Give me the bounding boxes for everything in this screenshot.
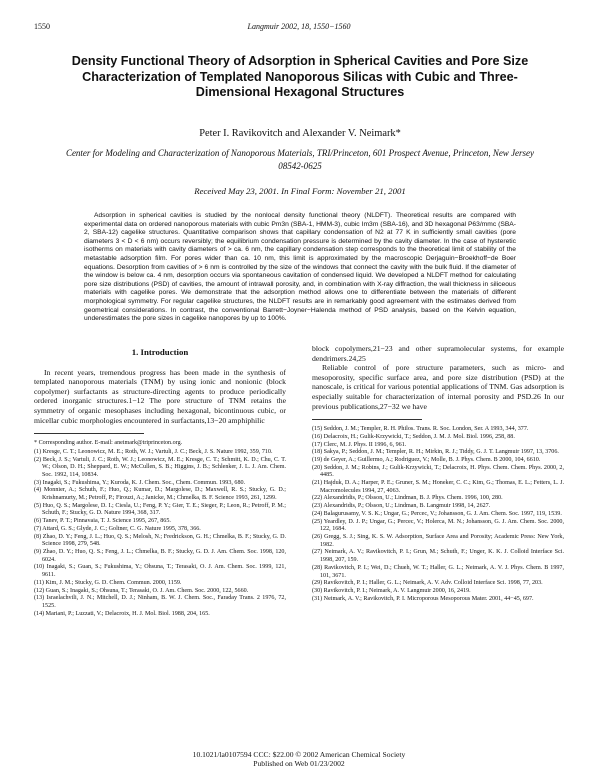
reference-item: (12) Guan, S.; Inagaki, S.; Ohsuna, T.; Terasaki, O. J. Am. Chem. Soc. 2000, 122, 5660. xyxy=(34,587,249,594)
reference-item: (22) Alexandridis, P.; Olsson, U.; Lindman, B. J. Phys. Chem. 1996, 100, 280. xyxy=(312,495,503,502)
reference-item: (21) Hajduk, D. A.; Harper, P. E.; Gruner, S. M.; Honeker, C. C.; Kim, G.; Thomas, E. L.; Fetters, L. J. Macromolecules 1994, 27, 4063. xyxy=(312,480,564,494)
reference-item: (20) Seddon, J. M.; Robins, J.; Gulik-Krzywicki, T.; Delacroix, H. Phys. Chem. Chem. Phys. 2000, 2, 4485. xyxy=(312,464,564,479)
section-heading: 1. Introduction xyxy=(131,347,189,357)
reference-item: (28) Ravikovitch, P. I.; Wei, D.; Chueh, W. T.; Haller, G. L.; Neimark, A. V. J. Phys. Chem. B 1997, 101, 3671. xyxy=(312,564,564,579)
reference-item: (27) Neimark, A. V.; Ravikovitch, P. I.; Grun, M.; Schuth, F.; Unger, K. K. J. Colloid Interface Sci. 1998, 207, 159. xyxy=(312,549,564,564)
reference-item: (16) Delacroix, H.; Gulik-Krzywicki, T.; Seddon, J. M. J. Mol. Biol. 1996, 258, 88. xyxy=(312,433,515,440)
reference-item: (3) Inagaki, S.; Fukushima, Y.; Kuroda, K. J. Chem. Soc., Chem. Commun. 1993, 680. xyxy=(34,479,246,486)
reference-item: (2) Beck, J. S.; Vartuli, J. C.; Roth, W. J.; Leonowicz, M. E.; Kresge, C. T.; Schmitt, K. D.; Chu, C. T. W.; Olson, D. H.; Sheppard, E. W.; McCullen, S. B.; Higgins, J. B.; Schlenker, J. L. J. Am. Chem. Soc. 1992, 114, 10834. xyxy=(34,456,286,478)
left-column xyxy=(34,344,286,618)
right-column xyxy=(312,344,564,603)
intro-paragraph-2: Reliable control of pore structure parameters, such as micro- and mesoporosity, specific surface area, and pore size distribution (PSD) at the nanoscale, is critical for various potential applications of TNM. Gas adsorption is especially suitable for characterization of internal porosity and PSD.26 In our previous publications,27−32 we have xyxy=(312,363,564,411)
reference-item: (26) Gregg, S. J.; Sing, K. S. W. Adsorption, Surface Area and Porosity; Academic Press: New York, 1982. xyxy=(312,534,564,548)
reference-item: (14) Mariani, P.; Luzzati, V.; Delacroix, H. J. Mol. Biol. 1988, 204, 165. xyxy=(34,610,210,617)
article-title: Density Functional Theory of Adsorption in Spherical Cavities and Pore Size Characterization of Templated Nanoporous Silicas with Cubic and Three-Dimensional Hexagonal Structures xyxy=(71,54,529,99)
reference-item: (25) Yeardley, D. J. P.; Ungar, G.; Percec, V.; Holerca, M. N.; Johansson, G. J. Am. Chem. Soc. 2000, 122, 1684. xyxy=(312,518,564,533)
affiliation: Center for Modeling and Characterization of Nanoporous Materials, TRI/Princeton, 601 Prospect Avenue, Princeton, New Jersey 08542-0625 xyxy=(65,148,535,171)
reference-item: (19) de Geyer, A.; Guillermo, A.; Rodriguez, V.; Molle, B. J. Phys. Chem. B 2000, 104, 6610. xyxy=(312,456,541,463)
received-dates: Received May 23, 2001. In Final Form: November 21, 2001 xyxy=(194,186,406,196)
reference-item: (5) Huo, Q. S.; Margolese, D. I.; Ciesla, U.; Feng, P. Y.; Gier, T. E.; Sieger, P.; Leon, R.; Petroff, P. M.; Schuth, F.; Stucky, G. D. Nature 1994, 368, 317. xyxy=(34,502,286,517)
intro-paragraph-1: In recent years, tremendous progress has been made in the synthesis of templated nanoporous materials (TNM) by using ionic and nonionic (block copolymer) surfactants as structure-directing agents to produce periodically ordered inorganic structures.1−12 The pore structure of TNM retains the symmetry of organic mesophases including hexagonal, bicontinuous cubic, or micellar cubic morphologies encountered in surfactants,13−20 amphiphilic xyxy=(34,367,286,425)
reference-item: (11) Kim, J. M.; Stucky, G. D. Chem. Commun. 2000, 1159. xyxy=(34,579,182,586)
journal-citation: Langmuir 2002, 18, 1550−1560 xyxy=(247,22,351,31)
references-rule xyxy=(312,419,422,420)
reference-item: (10) Inagaki, S.; Guan, S.; Fukushima, Y.; Ohsuna, T.; Terasaki, O. J. Am. Chem. Soc. 1999, 121, 9611. xyxy=(34,564,286,579)
reference-item: (17) Clerc, M. J. Phys. II 1996, 6, 961. xyxy=(312,441,407,448)
intro-paragraph-1-continued: block copolymers,21−23 and other supramolecular systems, for example dendrimers.24,25 xyxy=(312,344,564,363)
reference-item: (1) Kresge, C. T.; Leonowicz, M. E.; Roth, W. J.; Vartuli, J. C.; Beck, J. S. Nature 1992, 359, 710. xyxy=(34,448,273,455)
published-line: Published on Web 01/23/2002 xyxy=(253,759,345,769)
reference-item: (13) Israelachvili, J. N.; Mitchell, D. J.; Ninham, B. W. J. Chem. Soc., Faraday Trans. 2 1976, 72, 1525. xyxy=(34,595,286,609)
reference-item: (7) Attard, G. S.; Glyde, J. C.; Goltner, C. G. Nature 1995, 378, 366. xyxy=(34,525,201,532)
doi-line: 10.1021/la0107594 CCC: $22.00 © 2002 American Chemical Society xyxy=(192,750,406,759)
corresponding-author-footnote: * Corresponding author. E-mail: aneimark@triprinceton.org. xyxy=(34,440,183,447)
reference-item: (4) Monnier, A.; Schuth, F.; Huo, Q.; Kumar, D.; Margolese, D.; Maxwell, R. S.; Stucky, G. D.; Krishnamurty, M.; Petroff, P.; Firouzi, A.; Janicke, M.; Chmelka, B. F. Science 1993, 261, 1299. xyxy=(34,487,286,502)
references-left xyxy=(34,449,286,618)
page-header xyxy=(34,22,564,34)
reference-item: (31) Neimark, A. V.; Ravikovitch, P. I. Microporous Mesoporous Mater. 2001, 44−45, 697. xyxy=(312,595,534,602)
author-list: Peter I. Ravikovitch and Alexander V. Neimark* xyxy=(199,128,401,139)
reference-item: (18) Sakya, P.; Seddon, J. M.; Templer, R. H.; Mirkin, R. J.; Tiddy, G. J. T. Langmuir 1997, 13, 3706. xyxy=(312,449,559,456)
page-number: 1550 xyxy=(34,22,50,31)
page-footer xyxy=(34,750,564,769)
reference-item: (29) Ravikovitch, P. I.; Haller, G. L.; Neimark, A. V. Adv. Colloid Interface Sci. 1998, 77, 203. xyxy=(312,580,543,587)
reference-item: (23) Alexandridis, P.; Olsson, U.; Lindman, B. Langmuir 1998, 14, 2627. xyxy=(312,503,491,510)
abstract: Adsorption in spherical cavities is studied by the nonlocal density functional theory (NLDFT). Theoretical results are compared with experimental data on ordered nanoporous materials with cubic Pm3n (SBA-1, HMM-3), cubic Im3m (SBA-16), and 3D hexagonal P63/mmc (SBA-2, SBA-12) cagelike structures. Quantitative comparison shows that capillary condensation of N2 at 77 K in sufficiently small cavities (pore diameters 3 < D < 6 nm) occurs reversibly; the equilibrium condensation pressure is determined by the cavity diameter. In the case of hysteretic isotherms on materials with cavity diameters of > ca. 6 nm, the capillary condensation step corresponds to the theoretical limit of stability of the metastable adsorption film. For pores wider than ca. 10 nm, this limit is approximated by the macroscopic Derjaguin−Broekhoff−de Boer equations. Desorption from cavities of > 6 nm is controlled by the size of the windows that connect the cavity with the bulk fluid. If the diameter of the window is below ca. 4 nm, desorption occurs via spontaneous cavitation of condensed liquid. We developed a NLDFT method for calculating pore size distributions (PSD) of cavities, the amount of intrawall porosity, and, in combination with X-ray diffraction, the wall thickness in siliceous materials with cagelike pores. We demonstrate that the adsorption method allows one to differentiate between the materials of different morphological symmetry. For regular cagelike structures, the NLDFT results are in remarkably good agreement with the estimates derived from geometrical considerations. In contrast, the conventional Barrett−Joyner−Halenda method of PSD analysis, based on the Kelvin equation, underestimates the pore sizes in cagelike nanopores by up to 100%. xyxy=(84,212,516,323)
reference-item: (6) Tanev, P. T.; Pinnavaia, T. J. Science 1995, 267, 865. xyxy=(34,518,171,525)
reference-item: (8) Zhao, D. Y.; Feng, J. L.; Huo, Q. S.; Melosh, N.; Fredrickson, G. H.; Chmelka, B. F.; Stucky, G. D. Science 1998, 279, 548. xyxy=(34,533,286,548)
reference-item: (9) Zhao, D. Y.; Huo, Q. S.; Feng, J. L.; Chmelka, B. F.; Stucky, G. D. J. Am. Chem. Soc. 1998, 120, 6024. xyxy=(34,549,286,563)
reference-item: (15) Seddon, J. M.; Templer, R. H. Philos. Trans. R. Soc. London, Ser. A 1993, 344, 377. xyxy=(312,426,529,433)
references-right xyxy=(312,426,564,603)
footnote-rule xyxy=(34,433,144,434)
reference-item: (30) Ravikovitch, P. I.; Neimark, A. V. Langmuir 2000, 16, 2419. xyxy=(312,587,471,594)
reference-item: (24) Balagurusamy, V. S. K.; Ungar, G.; Percec, V.; Johansson, G. J. Am. Chem. Soc. 1997, 119, 1539. xyxy=(312,510,562,517)
